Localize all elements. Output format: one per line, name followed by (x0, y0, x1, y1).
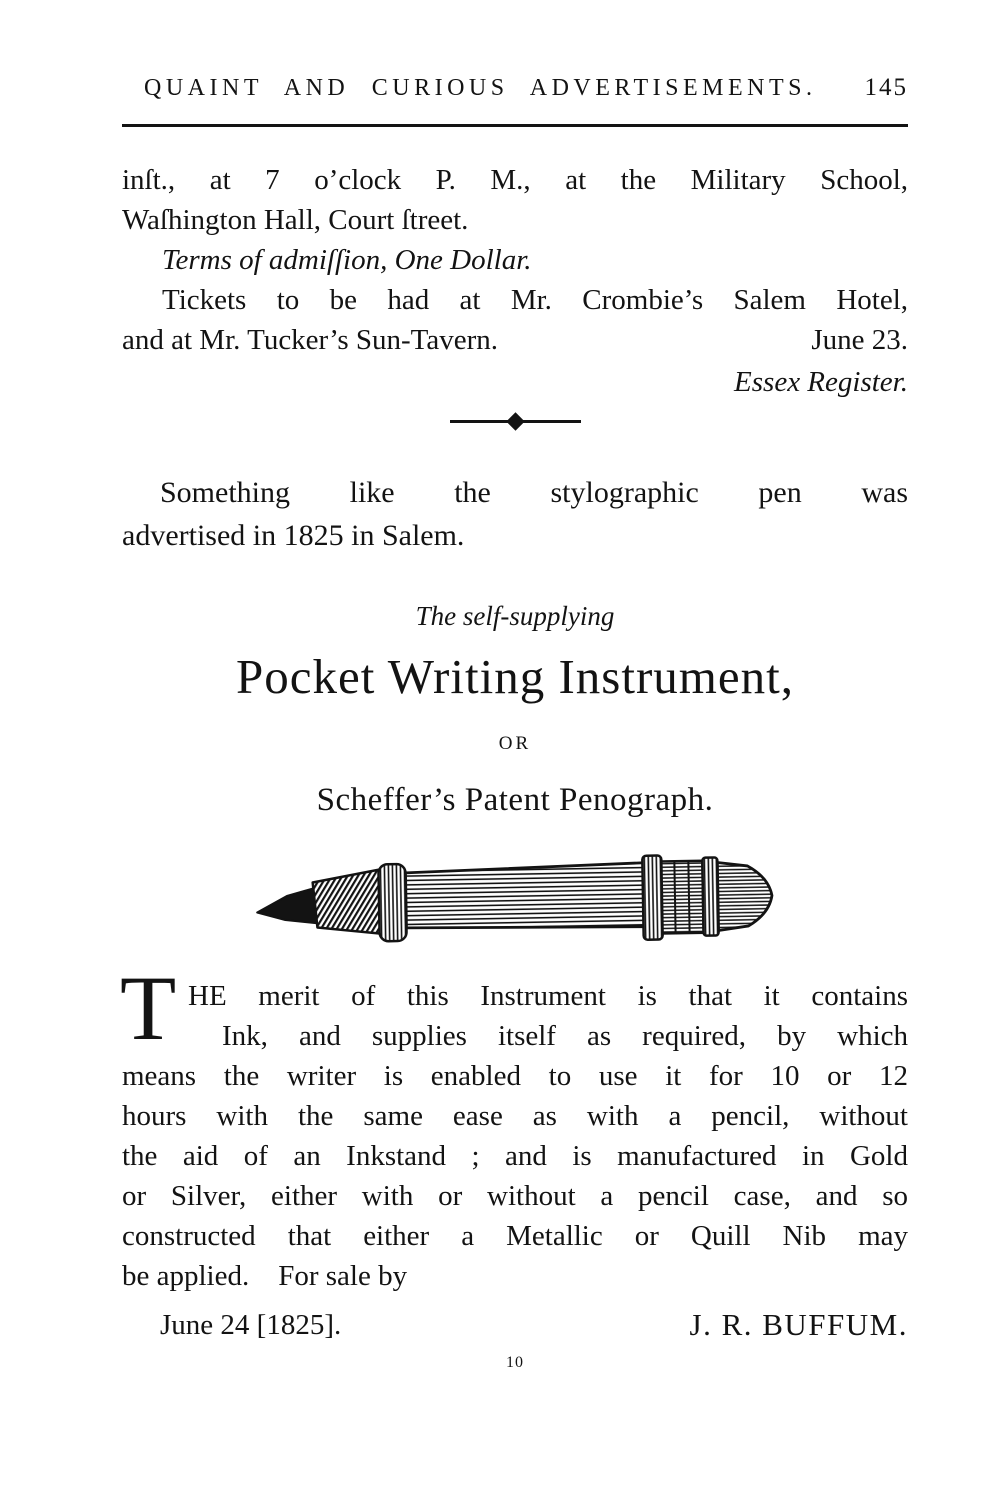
advert-title: Pocket Writing Instrument, (236, 649, 794, 704)
drop-cap: T (120, 957, 177, 1059)
header-rule (122, 124, 908, 127)
divider-rule-left (450, 420, 512, 423)
terms-line: Terms of admiſſion, One Dollar. (162, 244, 532, 276)
body-paragraph (120, 957, 908, 1346)
tickets-line: Tickets to be had at Mr. Crombie’s Salem Hotel, (162, 284, 908, 316)
advert-conjunction: OR (498, 733, 532, 754)
body-line: or Silver, either with or without a pencil case, and so (122, 1180, 908, 1212)
body-line: be applied. For sale by (122, 1260, 408, 1292)
tavern-text: and at Mr. Tucker’s Sun-Tavern. (122, 324, 499, 356)
advert-tagline: The self-supplying (415, 601, 615, 631)
tavern-date-line (122, 320, 908, 360)
page-number: 145 (864, 74, 908, 101)
advert-date: June 24 [1825]. (160, 1309, 342, 1341)
running-head-title: QUAINT AND CURIOUS ADVERTISEMENTS. (144, 75, 817, 101)
body-line: means the writer is enabled to use it for 10 or 12 (122, 1060, 908, 1092)
notice-date: June 23. (811, 324, 908, 356)
signature-mark: 10 (506, 1354, 524, 1371)
seller-name: J. R. BUFFUM. (689, 1307, 908, 1342)
notice-line: Waſhington Hall, Court ſtreet. (122, 204, 469, 236)
notice-advertisement (122, 160, 908, 402)
source-attribution: Essex Register. (734, 366, 908, 398)
advert-subtitle: Scheffer’s Patent Penograph. (316, 782, 714, 818)
diamond-ornament-icon (506, 412, 524, 430)
body-line: Ink, and supplies itself as required, by which (222, 1020, 908, 1052)
advertisement-block (122, 601, 908, 950)
section-divider (122, 414, 908, 429)
intro-line: Something like the stylographic pen was (160, 476, 908, 509)
notice-line: inſt., at 7 o’clock P. M., at the Military School, (122, 164, 908, 196)
intro-paragraph (122, 471, 908, 557)
intro-line: advertised in 1825 in Salem. (122, 519, 465, 552)
body-line: the aid of an Inkstand ; and is manufactured in Gold (122, 1140, 908, 1172)
date-seller-line (122, 1304, 908, 1346)
running-head (122, 0, 908, 102)
body-line: HE merit of this Instrument is that it contains (188, 980, 908, 1012)
divider-rule-right (519, 420, 581, 423)
body-line: constructed that either a Metallic or Quill Nib may (122, 1220, 908, 1252)
pen-engraving-icon (255, 850, 775, 950)
body-line: hours with the same ease as with a pencil, without (122, 1100, 908, 1132)
